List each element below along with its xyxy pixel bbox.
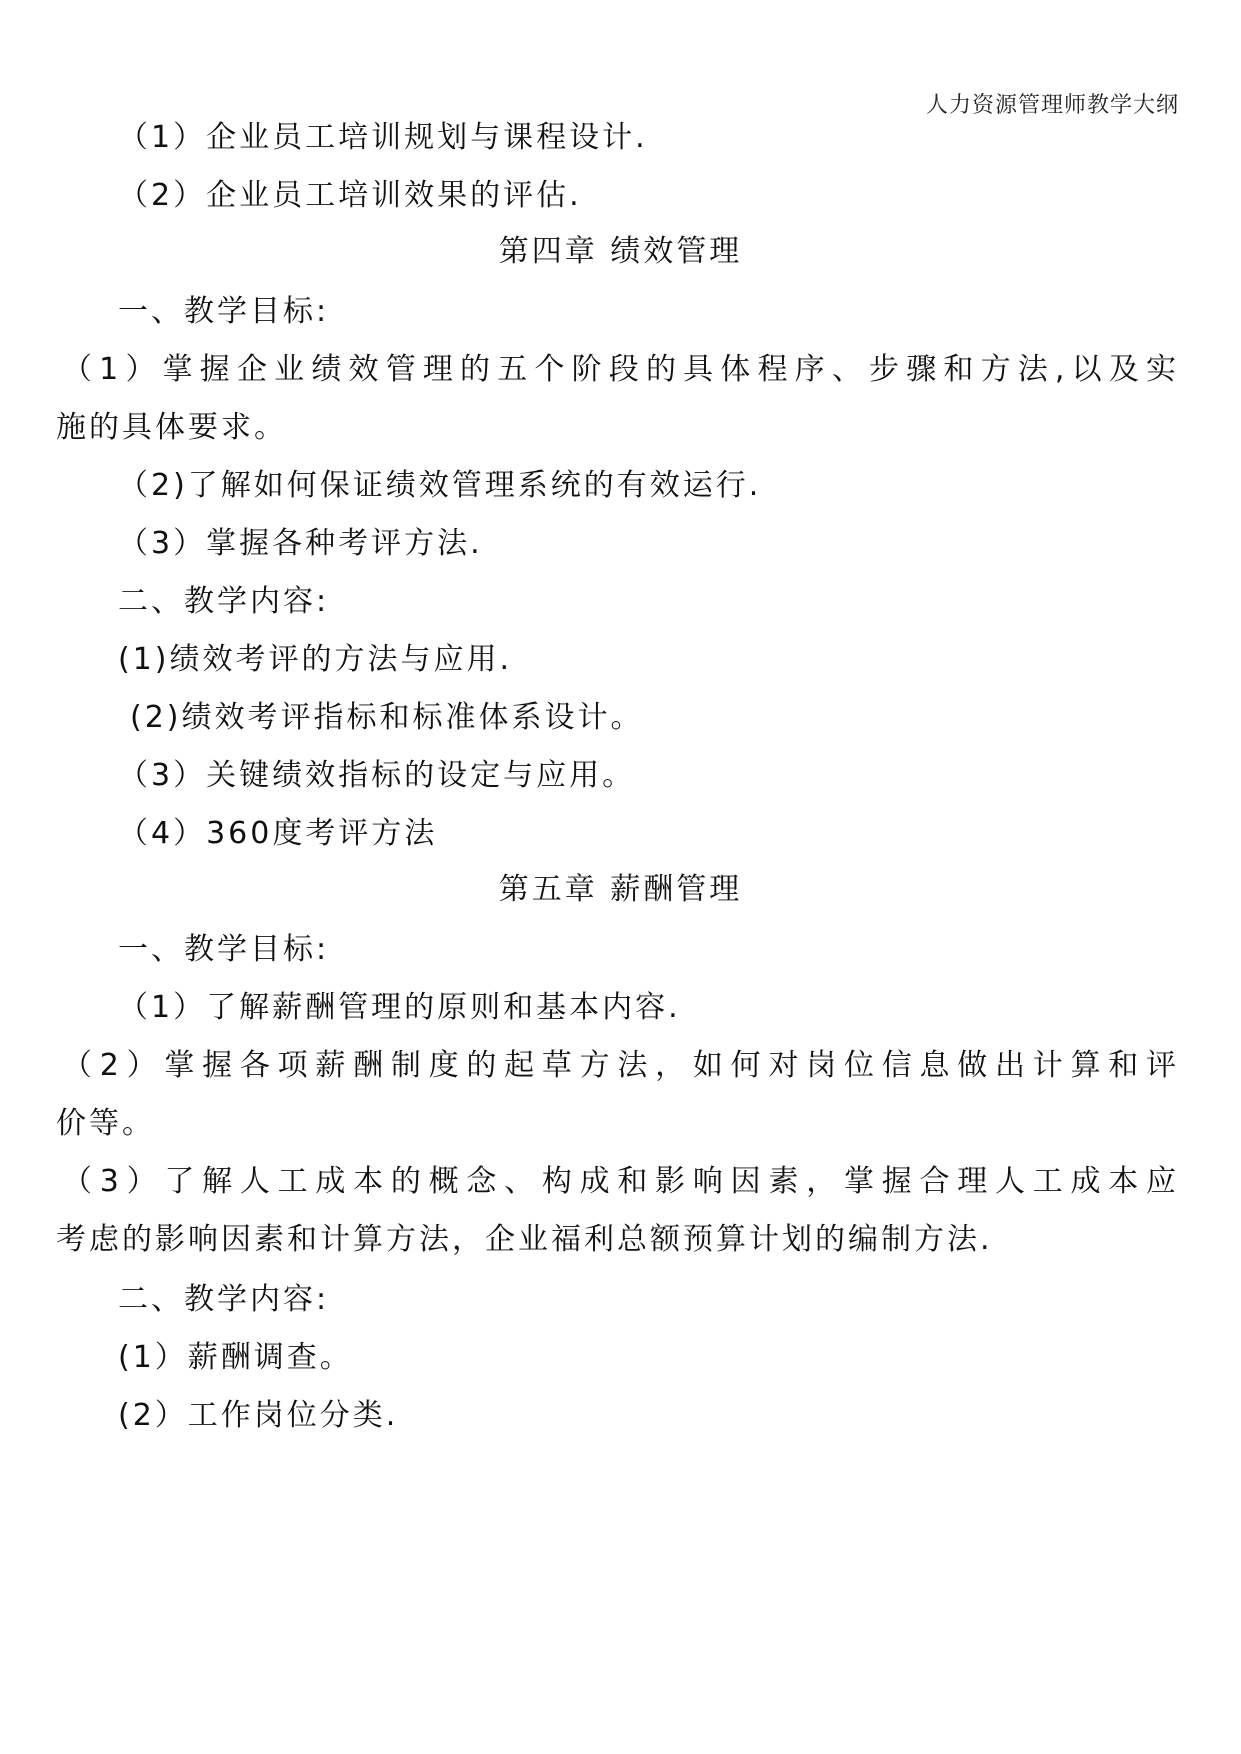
ch5-objectives-heading: 一、教学目标: xyxy=(118,932,330,967)
ch5-objective-2-line-2: 价等。 xyxy=(56,1106,155,1141)
ch5-content-item-1: (1）薪酬调查。 xyxy=(118,1340,353,1375)
chapter-5-heading: 第五章 薪酬管理 xyxy=(498,872,743,907)
ch5-content-item-2: (2）工作岗位分类. xyxy=(118,1398,399,1433)
ch4-objective-1-line-1: （1）掌握企业绩效管理的五个阶段的具体程序、步骤和方法,以及实 xyxy=(62,352,1176,387)
ch4-objective-2: （2)了解如何保证绩效管理系统的有效运行. xyxy=(118,468,762,503)
chapter-4-heading: 第四章 绩效管理 xyxy=(498,234,743,269)
training-content-item-1: （1）企业员工培训规划与课程设计. xyxy=(118,120,648,155)
running-header: 人力资源管理师教学大纲 xyxy=(925,93,1179,118)
ch5-objective-2-line-1: （2）掌握各项薪酬制度的起草方法，如何对岗位信息做出计算和评 xyxy=(62,1048,1176,1083)
ch5-content-heading: 二、教学内容: xyxy=(118,1282,330,1317)
ch5-objective-3-line-1: （3）了解人工成本的概念、构成和影响因素，掌握合理人工成本应 xyxy=(62,1164,1176,1199)
ch4-objective-1-line-2: 施的具体要求。 xyxy=(56,410,287,445)
ch4-content-item-1: (1)绩效考评的方法与应用. xyxy=(118,642,513,677)
ch4-content-item-2: (2)绩效考评指标和标准体系设计。 xyxy=(130,700,644,735)
ch4-content-item-3: （3）关键绩效指标的设定与应用。 xyxy=(118,758,636,793)
ch4-objectives-heading: 一、教学目标: xyxy=(118,294,330,329)
ch4-content-item-4: （4）360度考评方法 xyxy=(118,816,438,851)
ch4-objective-3: （3）掌握各种考评方法. xyxy=(118,526,483,561)
ch4-content-heading: 二、教学内容: xyxy=(118,584,330,619)
training-content-item-2: （2）企业员工培训效果的评估. xyxy=(118,178,582,213)
ch5-objective-3-line-2: 考虑的影响因素和计算方法，企业福利总额预算计划的编制方法. xyxy=(56,1222,993,1257)
ch5-objective-1: （1）了解薪酬管理的原则和基本内容. xyxy=(118,990,681,1025)
